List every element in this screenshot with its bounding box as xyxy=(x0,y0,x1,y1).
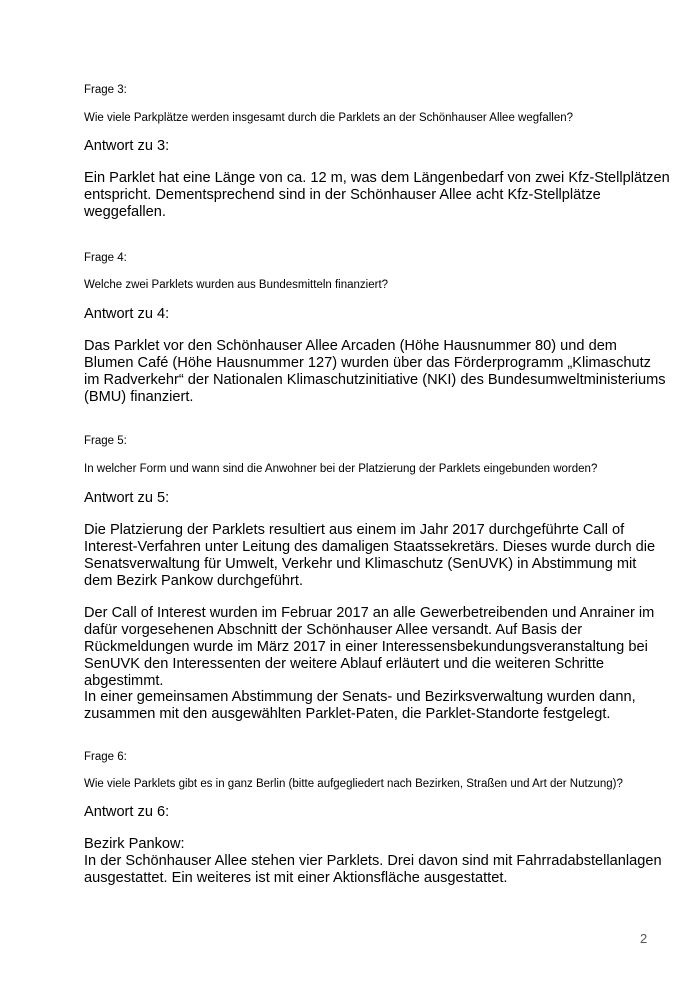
antwort-5-line: Rückmeldungen wurde im März 2017 in einer Interessensbekundungsveranstaltung bei xyxy=(84,639,648,655)
frage-5-text: In welcher Form und wann sind die Anwohner bei der Platzierung der Parklets eingebunden worden? xyxy=(84,463,598,475)
antwort-3-line: entspricht. Dementsprechend sind in der Schönhauser Allee acht Kfz-Stellplätze xyxy=(84,187,601,203)
antwort-5-line: Interest-Verfahren unter Leitung des damaligen Staatssekretärs. Dieses wurde durch die xyxy=(84,539,656,555)
antwort-6-line: ausgestattet. Ein weiteres ist mit einer Aktionsfläche ausgestattet. xyxy=(84,870,508,886)
frage-6-text: Wie viele Parklets gibt es in ganz Berlin (bitte aufgegliedert nach Bezirken, Straßen und Art der Nutzung)? xyxy=(84,778,623,790)
antwort-3-line: Ein Parklet hat eine Länge von ca. 12 m, was dem Längenbedarf von zwei Kfz-Stellplätzen xyxy=(84,170,670,186)
antwort-3-label: Antwort zu 3: xyxy=(84,138,170,154)
antwort-5-line: Die Platzierung der Parklets resultiert aus einem im Jahr 2017 durchgeführte Call of xyxy=(84,522,625,538)
frage-6-label: Frage 6: xyxy=(84,751,127,763)
antwort-5-line: Senatsverwaltung für Umwelt, Verkehr und Klimaschutz (SenUVK) in Abstimmung mit xyxy=(84,556,637,572)
antwort-5-line: SenUVK den Interessenten der weitere Ablauf erläutert und die weiteren Schritte xyxy=(84,656,605,672)
frage-4-text: Welche zwei Parklets wurden aus Bundesmitteln finanziert? xyxy=(84,279,389,291)
frage-5-label: Frage 5: xyxy=(84,435,127,447)
frage-4-label: Frage 4: xyxy=(84,252,127,264)
antwort-5-line: dafür vorgesehenen Abschnitt der Schönhauser Allee versandt. Auf Basis der xyxy=(84,622,583,638)
frage-3-text: Wie viele Parkplätze werden insgesamt durch die Parklets an der Schönhauser Allee wegfallen? xyxy=(84,112,574,124)
antwort-4-line: im Radverkehr“ der Nationalen Klimaschutzinitiative (NKI) des Bundesumweltministeriums xyxy=(84,372,666,388)
antwort-6-line: Bezirk Pankow: xyxy=(84,836,185,852)
page-number: 2 xyxy=(640,931,648,946)
antwort-5-line: In einer gemeinsamen Abstimmung der Senats- und Bezirksverwaltung wurden dann, xyxy=(84,689,636,705)
document-page xyxy=(84,0,670,990)
antwort-4-label: Antwort zu 4: xyxy=(84,306,170,322)
antwort-5-line: Der Call of Interest wurden im Februar 2017 an alle Gewerbetreibenden und Anrainer im xyxy=(84,605,655,621)
antwort-5-line: zusammen mit den ausgewählten Parklet-Paten, die Parklet-Standorte festgelegt. xyxy=(84,706,611,722)
antwort-5-line: dem Bezirk Pankow durchgeführt. xyxy=(84,573,304,589)
frage-3-label: Frage 3: xyxy=(84,84,127,96)
antwort-4-line: (BMU) finanziert. xyxy=(84,389,194,405)
antwort-6-label: Antwort zu 6: xyxy=(84,804,170,820)
antwort-6-line: In der Schönhauser Allee stehen vier Parklets. Drei davon sind mit Fahrradabstellanlagen xyxy=(84,853,662,869)
antwort-3-line: weggefallen. xyxy=(84,204,166,220)
antwort-4-line: Blumen Café (Höhe Hausnummer 127) wurden über das Förderprogramm „Klimaschutz xyxy=(84,355,651,371)
antwort-5-line: abgestimmt. xyxy=(84,673,164,689)
antwort-4-line: Das Parklet vor den Schönhauser Allee Arcaden (Höhe Hausnummer 80) und dem xyxy=(84,338,617,354)
antwort-5-label: Antwort zu 5: xyxy=(84,490,170,506)
